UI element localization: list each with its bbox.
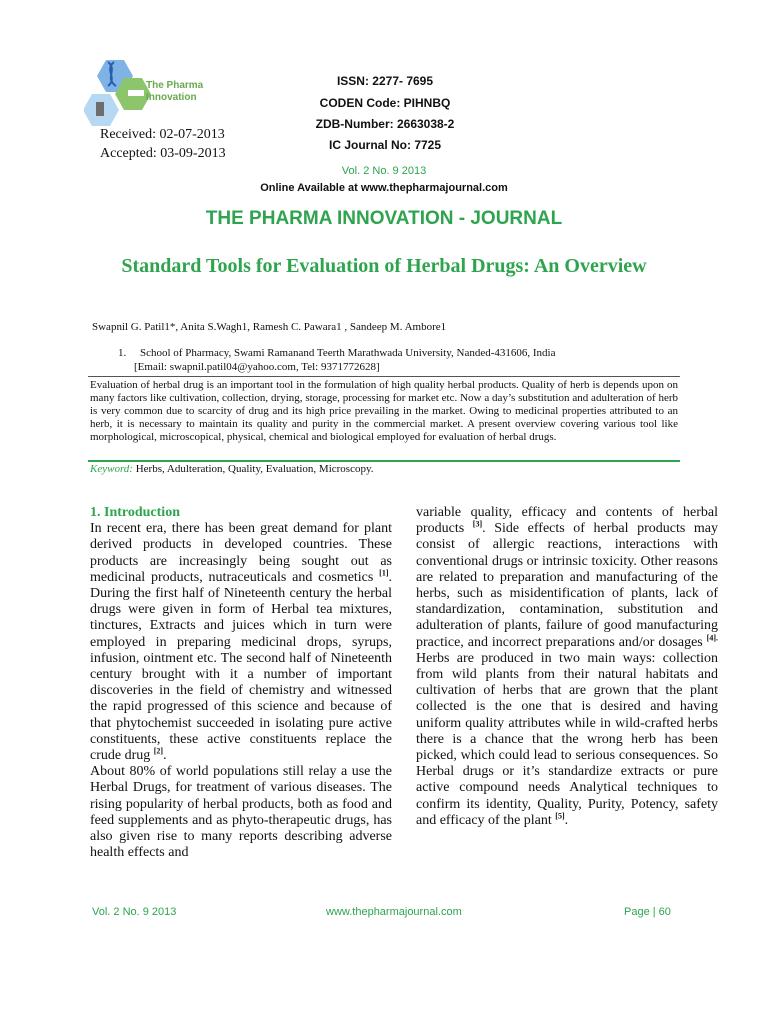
paragraph-1 — [90, 521, 392, 764]
body-column-left — [90, 505, 392, 861]
paragraph-text: . — [163, 748, 167, 764]
online-availability: Online Available at www.thepharmajournal.com — [260, 182, 508, 194]
issn: ISSN: 2277- 7695 — [336, 74, 434, 88]
footer-website[interactable]: www.thepharmajournal.com — [326, 906, 462, 918]
logo-text — [146, 80, 236, 104]
keyword-list: Herbs, Adulteration, Quality, Evaluation, Microscopy. — [132, 463, 374, 475]
abstract: Evaluation of herbal drug is an important tool in the formulation of high quality herbal products. Quality of herb is depends upon on many factors like cultivation, collection, drying, storage, processing for market etc. Now a day’s substitution and adulteration of herb is very common due to scarcity of drug and its high price prevailing in the market. Owing to medicinal properties attributed to an herb, it is necessary to maintain its quality and purity in the commercial market. A present overview covering various tool like morphological, microscopical, physical, chemical and biological employed for evaluation of herbal drugs. — [90, 379, 678, 443]
keyword-label: Keyword: — [90, 463, 133, 475]
citation[interactable]: [5] — [555, 811, 565, 821]
footer-volume: Vol. 2 No. 9 2013 — [92, 906, 177, 918]
affiliation — [118, 347, 556, 359]
citation[interactable]: [4]. — [706, 632, 718, 642]
citation[interactable]: [3] — [472, 519, 483, 529]
paragraph-2: About 80% of world populations still relay a use the Herbal Drugs, for treatment of various diseases. The rising popularity of herbal products, both as food and feed supplements and as phyto-therapeutic drugs, has also given rise to many reports describing adverse health effects and — [90, 764, 392, 861]
article-title: Standard Tools for Evaluation of Herbal Drugs: An Overview — [121, 255, 647, 277]
affiliation-number: 1. — [118, 347, 127, 359]
citation[interactable]: [2] — [153, 746, 164, 756]
received-date: Received: 02-07-2013 — [100, 127, 225, 142]
paragraph-text: . Side effects of herbal products may consist of allergic reactions, interactions with conventional drugs or intrinsic toxicity. Other reasons are related to preparation and manufacturing of the herbs, such as misidentification of plants, lack of standardization, contamination, substitution and adulteration of plants, failure of good manufacturing practice, and incorrect preparations and/or dosages — [416, 521, 718, 650]
authors: Swapnil G. Patil1*, Anita S.Wagh1, Ramesh C. Pawara1 , Sandeep M. Ambore1 — [92, 321, 447, 333]
volume-header: Vol. 2 No. 9 2013 — [341, 165, 427, 177]
keywords — [90, 463, 374, 475]
logo-text-line1: The Pharma — [146, 80, 204, 91]
section-heading: 1. Introduction — [90, 505, 180, 520]
coden: CODEN Code: PIHNBQ — [319, 96, 451, 110]
accepted-date: Accepted: 03-09-2013 — [100, 146, 226, 161]
paragraph-text: variable quality, efficacy and contents of herbal products — [416, 505, 718, 537]
footer-page-number: Page | 60 — [624, 906, 671, 918]
citation[interactable]: [1] — [379, 568, 389, 578]
paragraph-text: Herbs are produced in two main ways: collection from wild plants from their natural habitats and cultivation of herbs that are grown that the plant collected is the one that is desired and having uniform quality attributes while in wild-crafted herbs there is a chance that the wrong herb has been picked, which could lead to serious consequences. So Herbal drugs or it’s standardize extracts or pure active compound needs Analytical techniques to confirm its identity, Quality, Purity, Potency, safety and efficacy of the plant — [416, 650, 718, 828]
paragraph-text: . — [564, 812, 569, 828]
affiliation-text: School of Pharmacy, Swami Ramanand Teerth Marathwada University, Nanded-431606, India — [140, 347, 556, 359]
paragraph-3 — [416, 505, 718, 829]
zdb-number: ZDB-Number: 2663038-2 — [315, 117, 455, 131]
journal-name: THE PHARMA INNOVATION - JOURNAL — [205, 208, 563, 229]
body-column-right — [416, 505, 718, 829]
paragraph-text: In recent era, there has been great demand for plant derived products in developed countries. These products are increasingly being sought out as medicinal products, nutraceuticals and cosmetics — [90, 521, 392, 585]
contact-info: [Email: swapnil.patil04@yahoo.com, Tel: 9371772628] — [134, 361, 380, 373]
logo-text-line2: Innovation — [146, 92, 197, 103]
ic-journal-number: IC Journal No: 7725 — [328, 138, 442, 152]
paragraph-text: . During the first half of Nineteenth century the herbal drugs were given in form of Herbal tea mixtures, tinctures, Extracts and juices which in turn were employed in preparing medicinal drops, syrups, infusion, ointment etc. The second half of Nineteenth century brought with it a number of important discoveries in the field of chemistry and witnessed the rapid progressed of this science and because of that phytochemist succeeded in isolating pure active constituents, these active constituents replace the crude drug — [90, 569, 392, 764]
